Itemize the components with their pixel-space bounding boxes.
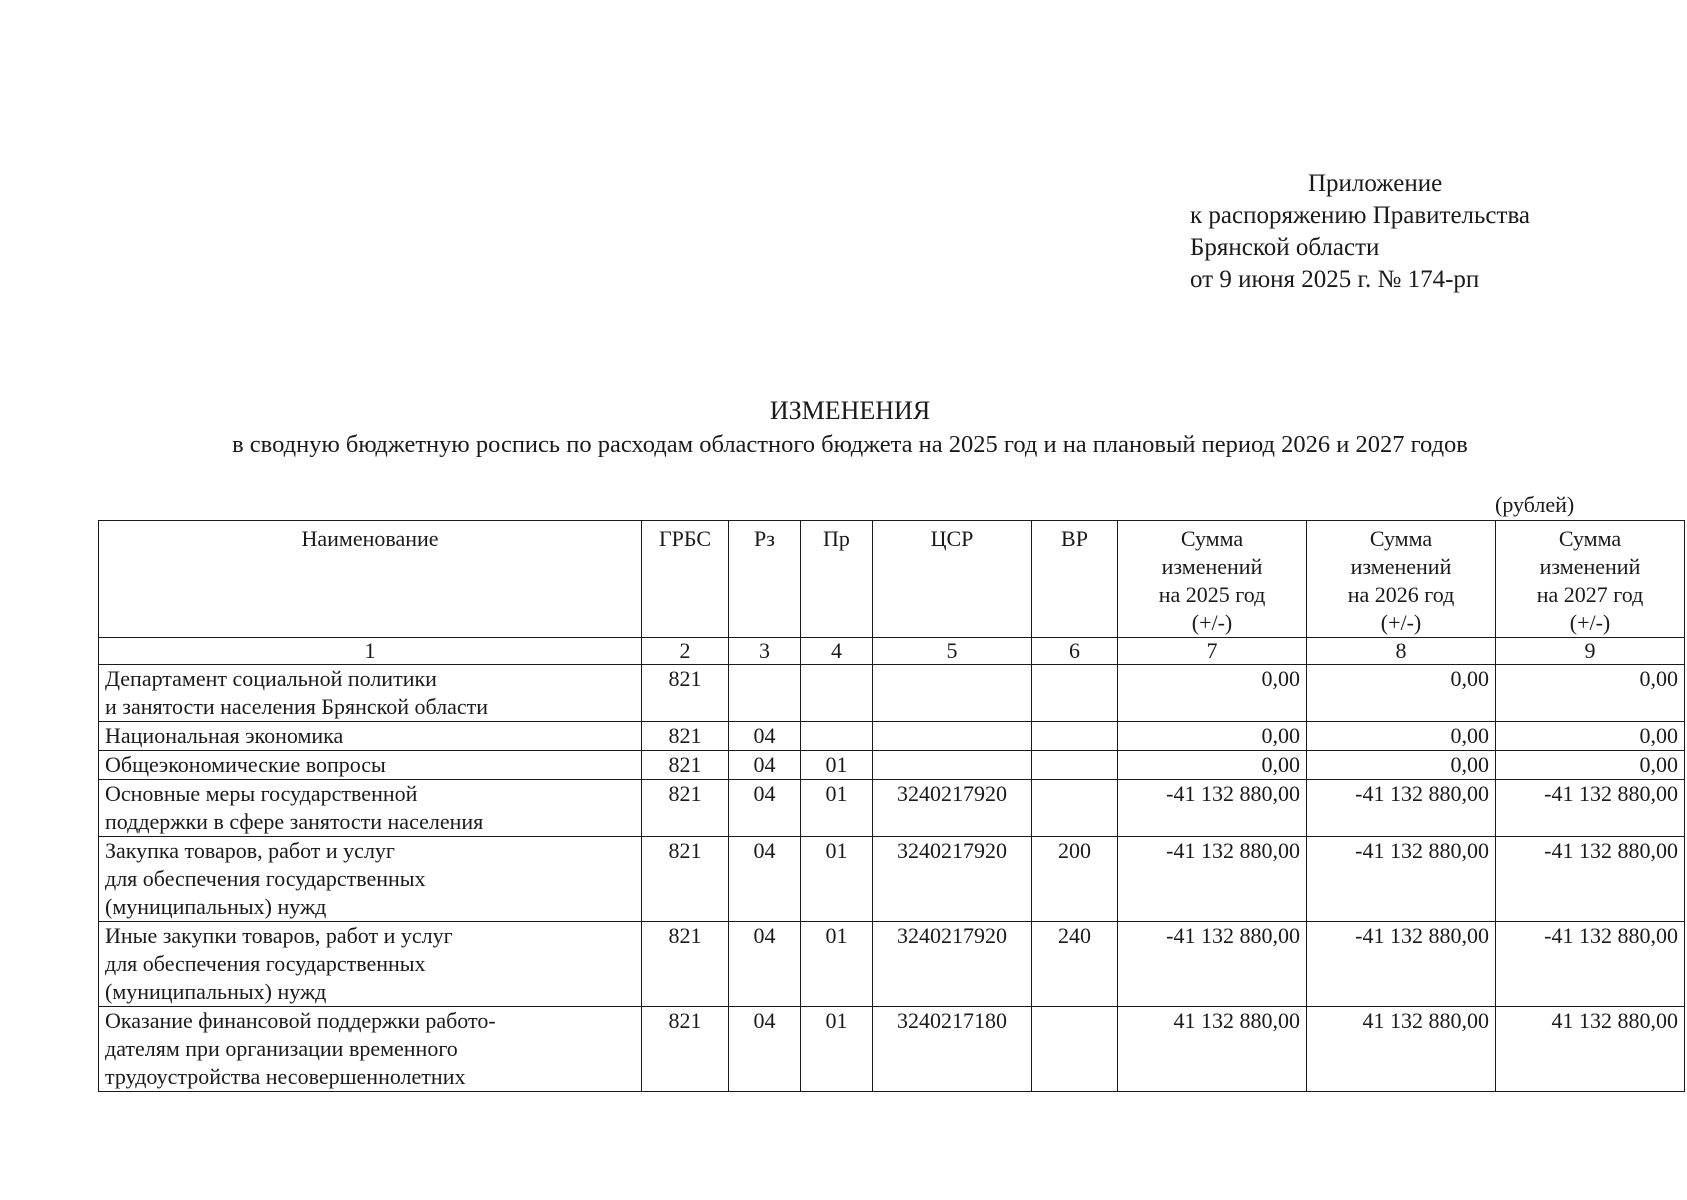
header-sum-2026-line: на 2026 год (1347, 582, 1455, 607)
row-rz: 04 (729, 722, 801, 751)
header-sum-2027-line: (+/-) (1569, 610, 1611, 635)
row-sum-2026: 0,00 (1307, 665, 1496, 722)
row-name-line: Национальная экономика (105, 723, 344, 748)
row-sum-2027: -41 132 880,00 (1496, 922, 1685, 1007)
column-number: 8 (1307, 638, 1496, 665)
appendix-line-4: от 9 июня 2025 г. № 174-рп (1190, 266, 1480, 293)
row-vr (1032, 751, 1118, 780)
row-name (99, 722, 642, 751)
row-name-line: поддержки в сфере занятости населения (105, 809, 484, 834)
header-sum-2027-line: на 2027 год (1536, 582, 1644, 607)
row-name-line: Иные закупки товаров, работ и услуг (105, 923, 453, 948)
header-sum-2025 (1118, 521, 1307, 638)
row-csr: 3240217920 (873, 922, 1032, 1007)
table-row (99, 837, 1685, 922)
column-number: 3 (729, 638, 801, 665)
row-sum-2025: 0,00 (1118, 751, 1307, 780)
row-sum-2026: 0,00 (1307, 722, 1496, 751)
row-rz (729, 665, 801, 722)
row-rz: 04 (729, 1007, 801, 1092)
header-pr: Пр (801, 521, 873, 638)
row-name (99, 665, 642, 722)
row-csr: 3240217920 (873, 780, 1032, 837)
row-sum-2026: -41 132 880,00 (1307, 780, 1496, 837)
row-pr: 01 (801, 780, 873, 837)
row-name-line: (муниципальных) нужд (105, 979, 327, 1004)
row-name-line: дателям при организации временного (105, 1036, 458, 1061)
row-name (99, 1007, 642, 1092)
row-sum-2025: 0,00 (1118, 665, 1307, 722)
row-name (99, 751, 642, 780)
header-sum-2026-line: Сумма (1369, 526, 1433, 551)
header-sum-2027 (1496, 521, 1685, 638)
row-sum-2027: 41 132 880,00 (1496, 1007, 1685, 1092)
table-header (99, 521, 1685, 665)
row-sum-2027: 0,00 (1496, 665, 1685, 722)
row-name-line: Департамент социальной политики (105, 666, 437, 691)
column-number: 9 (1496, 638, 1685, 665)
row-csr (873, 722, 1032, 751)
table-row (99, 665, 1685, 722)
header-sum-2027-line: Сумма (1558, 526, 1622, 551)
table-row (99, 1007, 1685, 1092)
header-sum-2027-line: изменений (1539, 554, 1641, 579)
header-sum-2025-line: (+/-) (1191, 610, 1233, 635)
row-vr (1032, 1007, 1118, 1092)
row-csr (873, 665, 1032, 722)
column-number: 5 (873, 638, 1032, 665)
row-name-line: трудоустройства несовершеннолетних (105, 1064, 466, 1089)
header-sum-2026-line: изменений (1350, 554, 1452, 579)
header-vr: ВР (1032, 521, 1118, 638)
row-pr: 01 (801, 1007, 873, 1092)
table-row (99, 751, 1685, 780)
row-rz: 04 (729, 837, 801, 922)
header-sum-2025-line: изменений (1161, 554, 1263, 579)
row-sum-2025: -41 132 880,00 (1118, 780, 1307, 837)
document-subtitle: в сводную бюджетную роспись по расходам областного бюджета на 2025 год и на плановый период 2026 и 2027 годов (232, 431, 1468, 458)
row-sum-2025: -41 132 880,00 (1118, 837, 1307, 922)
row-csr (873, 751, 1032, 780)
row-vr (1032, 780, 1118, 837)
row-grbs: 821 (642, 665, 729, 722)
header-sum-2025-line: на 2025 год (1158, 582, 1266, 607)
units-label: (рублей) (1495, 492, 1575, 517)
row-sum-2025: -41 132 880,00 (1118, 922, 1307, 1007)
row-vr (1032, 722, 1118, 751)
row-csr: 3240217180 (873, 1007, 1032, 1092)
budget-table (98, 520, 1685, 1092)
row-name-line: и занятости населения Брянской области (105, 694, 489, 719)
row-name (99, 837, 642, 922)
row-pr: 01 (801, 751, 873, 780)
row-name (99, 922, 642, 1007)
document-title: ИЗМЕНЕНИЯ (769, 396, 931, 425)
appendix-block (1190, 168, 1530, 296)
column-number: 4 (801, 638, 873, 665)
row-vr: 240 (1032, 922, 1118, 1007)
appendix-line-2: к распоряжению Правительства (1190, 202, 1531, 229)
row-sum-2026: 41 132 880,00 (1307, 1007, 1496, 1092)
row-sum-2026: 0,00 (1307, 751, 1496, 780)
column-number-row (99, 638, 1685, 665)
row-sum-2026: -41 132 880,00 (1307, 837, 1496, 922)
table-row (99, 722, 1685, 751)
row-name-line: для обеспечения государственных (105, 951, 426, 976)
row-sum-2027: 0,00 (1496, 722, 1685, 751)
row-sum-2027: -41 132 880,00 (1496, 837, 1685, 922)
row-pr (801, 722, 873, 751)
row-grbs: 821 (642, 780, 729, 837)
row-name-line: для обеспечения государственных (105, 866, 426, 891)
row-grbs: 821 (642, 922, 729, 1007)
row-name-line: Основные меры государственной (105, 781, 418, 806)
row-grbs: 821 (642, 837, 729, 922)
row-sum-2027: -41 132 880,00 (1496, 780, 1685, 837)
row-name (99, 780, 642, 837)
row-grbs: 821 (642, 1007, 729, 1092)
row-grbs: 821 (642, 751, 729, 780)
table-body (99, 665, 1685, 1092)
row-vr: 200 (1032, 837, 1118, 922)
appendix-line-3: Брянской области (1190, 234, 1380, 261)
header-sum-2026-line: (+/-) (1380, 610, 1422, 635)
row-name-line: (муниципальных) нужд (105, 894, 327, 919)
column-number: 2 (642, 638, 729, 665)
table-row (99, 922, 1685, 1007)
column-number: 6 (1032, 638, 1118, 665)
row-pr (801, 665, 873, 722)
column-number: 1 (99, 638, 642, 665)
row-name-line: Общеэкономические вопросы (105, 752, 386, 777)
column-number: 7 (1118, 638, 1307, 665)
appendix-line-1: Приложение (1308, 170, 1443, 197)
row-pr: 01 (801, 922, 873, 1007)
row-rz: 04 (729, 780, 801, 837)
table-row (99, 780, 1685, 837)
row-rz: 04 (729, 751, 801, 780)
header-sum-2025-line: Сумма (1180, 526, 1244, 551)
header-sum-2026 (1307, 521, 1496, 638)
header-name: Наименование (99, 521, 642, 638)
row-sum-2026: -41 132 880,00 (1307, 922, 1496, 1007)
row-csr: 3240217920 (873, 837, 1032, 922)
row-pr: 01 (801, 837, 873, 922)
row-vr (1032, 665, 1118, 722)
header-grbs: ГРБС (642, 521, 729, 638)
row-grbs: 821 (642, 722, 729, 751)
row-sum-2025: 0,00 (1118, 722, 1307, 751)
row-sum-2027: 0,00 (1496, 751, 1685, 780)
header-csr: ЦСР (873, 521, 1032, 638)
row-rz: 04 (729, 922, 801, 1007)
row-name-line: Оказание финансовой поддержки работо- (105, 1008, 496, 1033)
row-name-line: Закупка товаров, работ и услуг (105, 838, 395, 863)
row-sum-2025: 41 132 880,00 (1118, 1007, 1307, 1092)
header-rz: Рз (729, 521, 801, 638)
